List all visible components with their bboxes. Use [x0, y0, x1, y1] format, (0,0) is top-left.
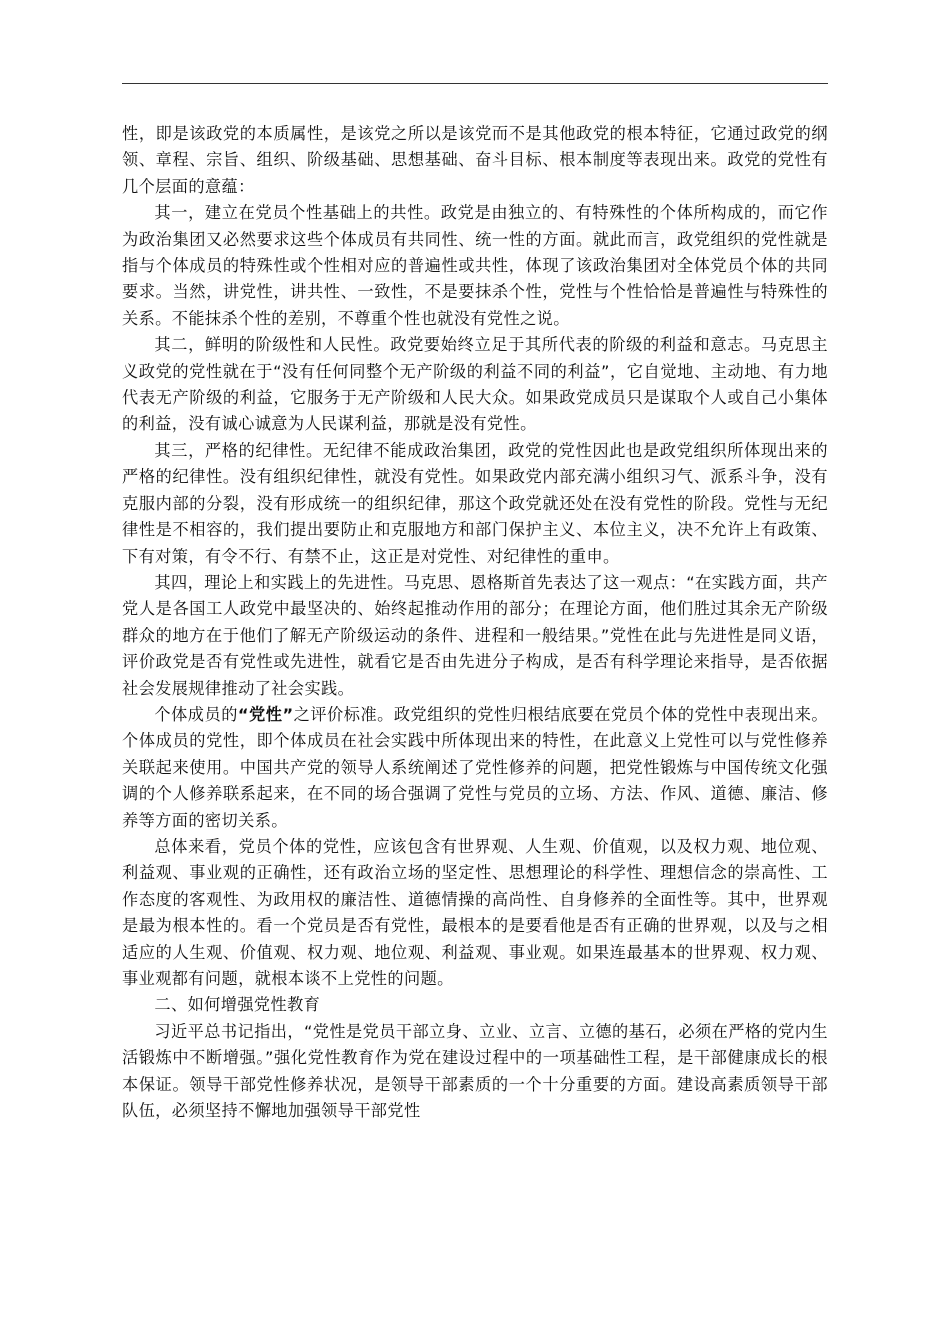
paragraph-body-text: 之评价标准。政党组织的党性归根结底要在党员个体的党性中表现出来。个体成员的党性，即个体成员在社会实践中所体现出来的特性，在此意义上党性可以与党性修养关联起来使用。中国共产党的领导人系统阐述了党性修养的问题，把党性锻炼与中国传统文化强调的个人修养联系起来，在不同的场合强调了党性与党员的立场、方法、作风、道德、廉洁、修养等方面的密切关系。: [122, 704, 828, 830]
paragraph-individual-standard: [122, 702, 828, 834]
paragraph-intro-continuation: 性，即是该政党的本质属性，是该党之所以是该党而不是其他政党的根本特征，它通过政党的纲领、章程、宗旨、组织、阶级基础、思想基础、奋斗目标、根本制度等表现出来。政党的党性有几个层面的意蕴：: [122, 124, 828, 196]
section-heading-how-to-strengthen: 二、如何增强党性教育: [154, 995, 321, 1015]
bold-term-party-spirit: “党性”: [237, 704, 294, 724]
paragraph-point-one: 其一，建立在党员个性基础上的共性。政党是由独立的、有特殊性的个体所构成的，而它作为政治集团又必然要求这些个体成员有共同性、统一性的方面。就此而言，政党组织的党性就是指与个体成员的特殊性或个性相对应的普遍性或共性，体现了该政治集团对全体党员个体的共同要求。当然，讲党性，讲共性、一致性，不是要抹杀个性，党性与个性恰恰是普遍性与特殊性的关系。不能抹杀个性的差别，不尊重个性也就没有党性之说。: [122, 203, 828, 328]
paragraph-overall-view: 总体来看，党员个体的党性，应该包含有世界观、人生观、价值观，以及权力观、地位观、利益观、事业观的正确性，还有政治立场的坚定性、思想理论的科学性、理想信念的崇高性、工作态度的客观性、为政用权的廉洁性、道德情操的高尚性、自身修养的全面性等。其中，世界观是最为根本性的。看一个党员是否有党性，最根本的是要看他是否有正确的世界观，以及与之相适应的人生观、价值观、权力观、地位观、利益观、事业观。如果连最基本的世界观、权力观、事业观都有问题，就根本谈不上党性的问题。: [122, 836, 828, 988]
paragraph-lead-text: 个体成员的: [154, 704, 238, 724]
paragraph-xi-quote: 习近平总书记指出，“党性是党员干部立身、立业、立言、立德的基石，必须在严格的党内生活锻炼中不断增强。”强化党性教育作为党在建设过程中的一项基础性工程，是干部健康成长的根本保证。领导干部党性修养状况，是领导干部素质的一个十分重要的方面。建设高素质领导干部队伍，必须坚持不懈地加强领导干部党性: [122, 1021, 828, 1121]
document-body: [122, 121, 828, 1124]
header-rule: [122, 83, 828, 84]
paragraph-point-two: 其二，鲜明的阶级性和人民性。政党要始终立足于其所代表的阶级的利益和意志。马克思主义政党的党性就在于“没有任何同整个无产阶级的利益不同的利益”，它自觉地、主动地、有力地代表无产阶级的利益，它服务于无产阶级和人民大众。如果政党成员只是谋取个人或自己小集体的利益，没有诚心诚意为人民谋利益，那就是没有党性。: [122, 335, 828, 434]
paragraph-point-three: 其三，严格的纪律性。无纪律不能成政治集团，政党的党性因此也是政党组织所体现出来的严格的纪律性。没有组织纪律性，就没有党性。如果政党内部充满小组织习气、派系斗争，没有克服内部的分裂，没有形成统一的组织纪律，那这个政党就还处在没有党性的阶段。党性与无纪律性是不相容的，我们提出要防止和克服地方和部门保护主义、本位主义，决不允许上有政策、下有对策，有令不行、有禁不止，这正是对党性、对纪律性的重申。: [122, 440, 828, 566]
paragraph-point-four: 其四，理论上和实践上的先进性。马克思、恩格斯首先表达了这一观点：“在实践方面，共产党人是各国工人政党中最坚决的、始终起推动作用的部分；在理论方面，他们胜过其余无产阶级群众的地方在于他们了解无产阶级运动的条件、进程和一般结果。”党性在此与先进性是同义语，评价政党是否有党性或先进性，就看它是否由先进分子构成，是否有科学理论来指导，是否依据社会发展规律推动了社会实践。: [122, 572, 828, 698]
